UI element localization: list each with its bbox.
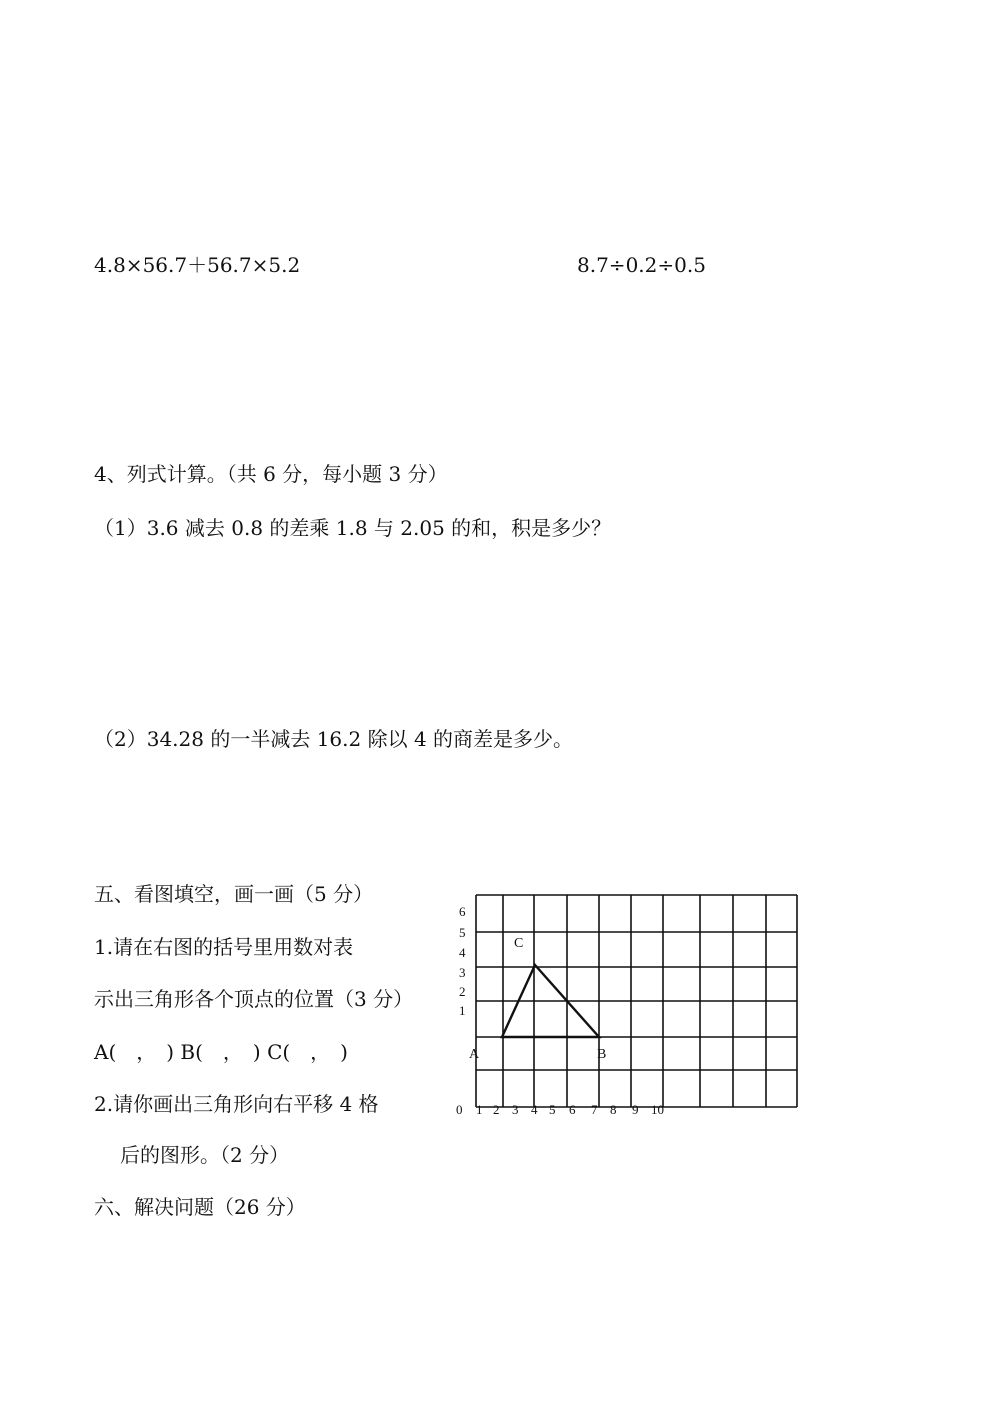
grid-lines [476,895,797,1107]
x-tick-label: 5 [549,1102,556,1117]
x-tick-label: 4 [531,1102,538,1117]
vertex-label-c: C [514,936,524,951]
section-5-title: 五、看图填空，画一画（5 分） [94,882,374,906]
y-tick-label: 5 [459,925,466,940]
x-tick-label: 0 [456,1102,463,1117]
x-axis-labels [456,1102,664,1117]
y-tick-label: 2 [459,984,466,999]
x-tick-label: 7 [591,1102,598,1117]
x-tick-label: 2 [493,1102,500,1117]
x-tick-label: 10 [651,1102,664,1117]
question-5-2-line-2: 后的图形。（2 分） [120,1143,290,1167]
y-axis-labels [459,904,466,1018]
vertex-label-a: A [469,1047,480,1062]
question-5-1-answers: A( ， ) B( ， ) C( ， ) [94,1040,348,1064]
question-4-1: （1）3.6 减去 0.8 的差乘 1.8 与 2.05 的和，积是多少？ [94,516,612,540]
expression-right: 8.7÷0.2÷0.5 [577,253,706,277]
section-4-title: 4、列式计算。（共 6 分，每小题 3 分） [94,462,448,486]
x-tick-label: 8 [610,1102,617,1117]
y-tick-label: 1 [459,1003,466,1018]
question-5-1-line-1: 1.请在右图的括号里用数对表 [94,935,354,959]
y-tick-label: 6 [459,904,466,919]
y-tick-label: 3 [459,965,466,980]
x-tick-label: 9 [632,1102,639,1117]
question-5-1-line-2: 示出三角形各个顶点的位置（3 分） [94,987,414,1011]
y-tick-label: 4 [459,945,466,960]
triangle-abc [502,965,599,1037]
x-tick-label: 6 [569,1102,576,1117]
expression-left: 4.8×56.7＋56.7×5.2 [94,253,301,277]
x-tick-label: 3 [512,1102,519,1117]
question-5-2-line-1: 2.请你画出三角形向右平移 4 格 [94,1092,379,1116]
x-tick-label: 1 [476,1102,483,1117]
question-4-2: （2）34.28 的一半减去 16.2 除以 4 的商差是多少。 [94,727,574,751]
vertex-label-b: B [597,1047,607,1062]
section-6-title: 六、解决问题（26 分） [94,1195,306,1219]
